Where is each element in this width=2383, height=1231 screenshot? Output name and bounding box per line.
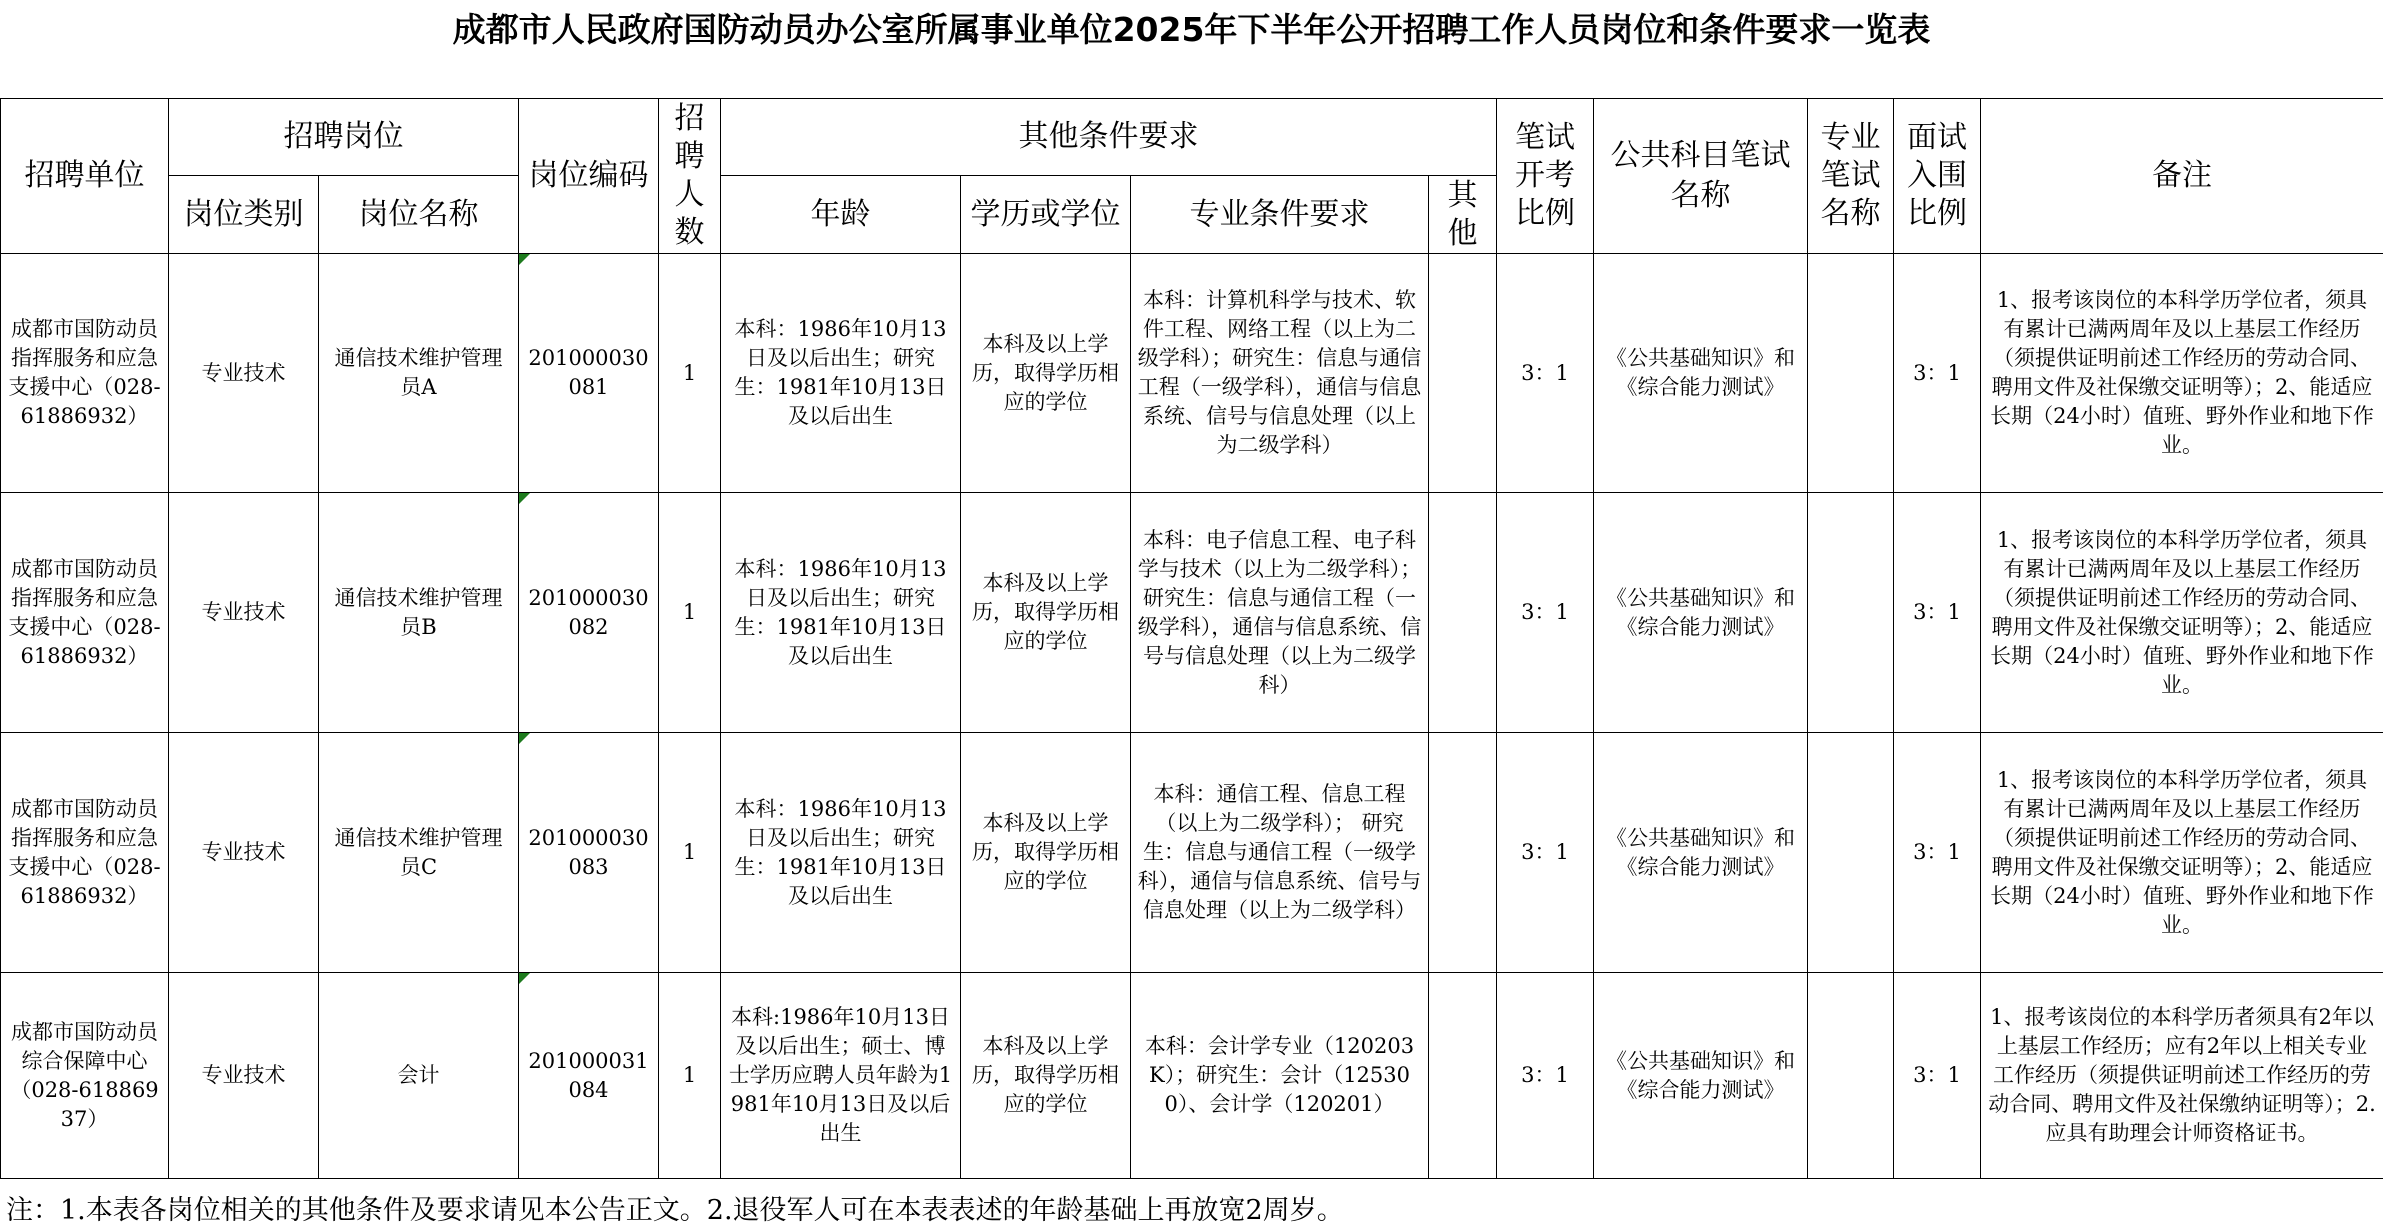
cell-interview-ratio: 3：1 (1894, 733, 1981, 973)
cell-major: 本科：电子信息工程、电子科学与技术（以上为二级学科）； 研究生：信息与通信工程（一级学科），通信与信息系统、信号与信息处理（以上为二级学科） (1131, 493, 1429, 733)
header-other-cell (1429, 176, 1497, 254)
cell-post-code: 201000030083 (519, 733, 659, 973)
cell-post-name: 会计 (319, 973, 519, 1179)
header-post-code: 岗位编码 (519, 99, 659, 254)
cell-pro-exam (1808, 493, 1894, 733)
cell-post-code: 201000031084 (519, 973, 659, 1179)
cell-post-name: 通信技术维护管理员B (319, 493, 519, 733)
cell-post-name: 通信技术维护管理员C (319, 733, 519, 973)
cell-public-exam: 《公共基础知识》和《综合能力测试》 (1594, 493, 1808, 733)
header-other-group: 其他条件要求 (721, 99, 1497, 176)
header-public-exam: 公共科目笔试名称 (1610, 138, 1791, 213)
cell-post-type: 专业技术 (169, 493, 319, 733)
cell-public-exam: 《公共基础知识》和《综合能力测试》 (1594, 254, 1808, 493)
cell-age: 本科：1986年10月13日及以后出生；研究生：1981年10月13日及以后出生 (721, 254, 961, 493)
cell-unit: 成都市国防动员综合保障中心（028-61886937） (1, 973, 169, 1179)
cell-age: 本科:1986年10月13日及以后出生；硕士、博士学历应聘人员年龄为1981年10月13日及以后出生 (721, 973, 961, 1179)
cell-interview-ratio: 3：1 (1894, 493, 1981, 733)
cell-other (1429, 733, 1497, 973)
cell-post-code: 201000030082 (519, 493, 659, 733)
cell-unit: 成都市国防动员指挥服务和应急支援中心（028-61886932） (1, 733, 169, 973)
header-post-type: 岗位类别 (169, 176, 319, 254)
header-education: 学历或学位 (961, 176, 1131, 254)
header-major: 专业条件要求 (1131, 176, 1429, 254)
table-row (1, 493, 2383, 733)
cell-written-ratio: 3：1 (1497, 973, 1594, 1179)
cell-remarks: 1、报考该岗位的本科学历学位者，须具有累计已满两周年及以上基层工作经历（须提供证明前述工作经历的劳动合同、聘用文件及社保缴交证明等）；2、能适应长期（24小时）值班、野外作业和地下作业。 (1981, 254, 2383, 493)
table-row (1, 254, 2383, 493)
cell-written-ratio: 3：1 (1497, 254, 1594, 493)
cell-pro-exam (1808, 254, 1894, 493)
cell-pro-exam (1808, 733, 1894, 973)
cell-post-type: 专业技术 (169, 973, 319, 1179)
cell-remarks: 1、报考该岗位的本科学历学位者，须具有累计已满两周年及以上基层工作经历（须提供证明前述工作经历的劳动合同、聘用文件及社保缴交证明等）；2、能适应长期（24小时）值班、野外作业和地下作业。 (1981, 493, 2383, 733)
cell-other (1429, 493, 1497, 733)
header-remarks: 备注 (1981, 99, 2383, 254)
cell-remarks: 1、报考该岗位的本科学历者须具有2年以上基层工作经历；应有2年以上相关专业工作经历（须提供证明前述工作经历的劳动合同、聘用文件及社保缴纳证明等）；2.应具有助理会计师资格证书。 (1981, 973, 2383, 1179)
header-count: 招聘人数 (674, 101, 705, 250)
cell-age: 本科：1986年10月13日及以后出生；研究生：1981年10月13日及以后出生 (721, 493, 961, 733)
recruitment-table (0, 98, 2383, 1179)
header-post-group: 招聘岗位 (169, 99, 519, 176)
cell-public-exam: 《公共基础知识》和《综合能力测试》 (1594, 973, 1808, 1179)
cell-education: 本科及以上学历，取得学历相应的学位 (961, 973, 1131, 1179)
cell-written-ratio: 3：1 (1497, 733, 1594, 973)
header-written-ratio: 笔试开考比例 (1515, 120, 1575, 231)
cell-education: 本科及以上学历，取得学历相应的学位 (961, 493, 1131, 733)
cell-unit: 成都市国防动员指挥服务和应急支援中心（028-61886932） (1, 493, 169, 733)
cell-written-ratio: 3：1 (1497, 493, 1594, 733)
cell-count: 1 (659, 973, 721, 1179)
header-post-name: 岗位名称 (319, 176, 519, 254)
header-public-exam-cell (1594, 99, 1808, 254)
cell-age: 本科：1986年10月13日及以后出生；研究生：1981年10月13日及以后出生 (721, 733, 961, 973)
cell-count: 1 (659, 493, 721, 733)
header-row-1 (1, 99, 2383, 176)
cell-count: 1 (659, 254, 721, 493)
cell-major: 本科：会计学专业（120203K）；研究生：会计（125300）、会计学（120201） (1131, 973, 1429, 1179)
header-unit: 招聘单位 (1, 99, 169, 254)
footnote: 注：1.本表各岗位相关的其他条件及要求请见本公告正文。2.退役军人可在本表表述的年龄基础上再放宽2周岁。 (6, 1195, 1344, 1226)
cell-count: 1 (659, 733, 721, 973)
header-pro-exam: 专业笔试名称 (1820, 120, 1881, 231)
cell-post-type: 专业技术 (169, 254, 319, 493)
header-written-ratio-cell (1497, 99, 1594, 254)
cell-unit: 成都市国防动员指挥服务和应急支援中心（028-61886932） (1, 254, 169, 493)
cell-pro-exam (1808, 973, 1894, 1179)
cell-post-code: 201000030081 (519, 254, 659, 493)
cell-major: 本科：通信工程、信息工程（以上为二级学科）； 研究生：信息与通信工程（一级学科），通信与信息系统、信号与信息处理（以上为二级学科） (1131, 733, 1429, 973)
header-count-cell (659, 99, 721, 254)
cell-other (1429, 254, 1497, 493)
cell-other (1429, 973, 1497, 1179)
cell-interview-ratio: 3：1 (1894, 973, 1981, 1179)
cell-major: 本科：计算机科学与技术、软件工程、网络工程（以上为二级学科）；研究生：信息与通信工程（一级学科），通信与信息系统、信号与信息处理（以上为二级学科） (1131, 254, 1429, 493)
table-row (1, 973, 2383, 1179)
cell-public-exam: 《公共基础知识》和《综合能力测试》 (1594, 733, 1808, 973)
page-title: 成都市人民政府国防动员办公室所属事业单位2025年下半年公开招聘工作人员岗位和条件要求一览表 (452, 10, 1931, 49)
header-other: 其他 (1447, 177, 1478, 251)
header-interview-ratio: 面试入围比例 (1907, 120, 1967, 231)
cell-remarks: 1、报考该岗位的本科学历学位者，须具有累计已满两周年及以上基层工作经历（须提供证明前述工作经历的劳动合同、聘用文件及社保缴交证明等）；2、能适应长期（24小时）值班、野外作业和地下作业。 (1981, 733, 2383, 973)
cell-post-name: 通信技术维护管理员A (319, 254, 519, 493)
cell-education: 本科及以上学历，取得学历相应的学位 (961, 254, 1131, 493)
cell-post-type: 专业技术 (169, 733, 319, 973)
table-row (1, 733, 2383, 973)
cell-interview-ratio: 3：1 (1894, 254, 1981, 493)
header-pro-exam-cell (1808, 99, 1894, 254)
header-interview-ratio-cell (1894, 99, 1981, 254)
cell-education: 本科及以上学历，取得学历相应的学位 (961, 733, 1131, 973)
header-age: 年龄 (721, 176, 961, 254)
